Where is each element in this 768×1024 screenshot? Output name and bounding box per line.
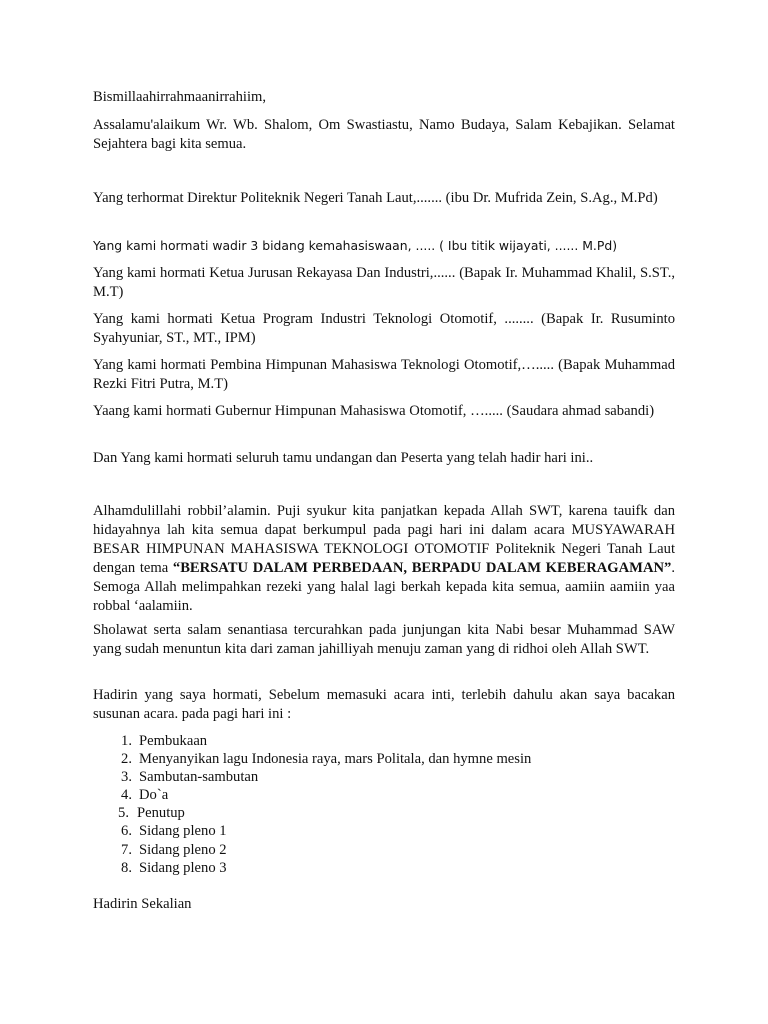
list-number: 6. bbox=[121, 823, 132, 840]
honorific-guests: Dan Yang kami hormati seluruh tamu undangan dan Peserta yang telah hadir hari ini.. bbox=[93, 450, 594, 466]
honorific-director: Yang terhormat Direktur Politeknik Negeri Tanah Laut,....... (ibu Dr. Mufrida Zein, S.Ag., M.Pd) bbox=[93, 190, 658, 206]
list-number: 7. bbox=[121, 841, 132, 858]
honorific-department-head: Yang kami hormati Ketua Jurusan Rekayasa Dan Industri,...... (Bapak Ir. Muhammad Khalil, S.ST., M.T) bbox=[93, 265, 675, 300]
greeting-line: Bismillaahirrahmaanirrahiim, bbox=[93, 89, 267, 105]
list-number: 2. bbox=[121, 751, 132, 768]
honorific-governor: Yaang kami hormati Gubernur Himpunan Mahasiswa Otomotif, …..... (Saudara ahmad sabandi) bbox=[93, 403, 655, 419]
honorific-wadir bbox=[93, 236, 675, 256]
list-item bbox=[93, 859, 653, 877]
opening-text-after: . Semoga Allah melimpahkan rezeki yang halal lagi berkah kepada kita semua, aamiin aamiin yaa robbal ‘aalamiin. bbox=[93, 560, 675, 614]
list-item bbox=[93, 768, 653, 786]
list-number: 1. bbox=[121, 733, 132, 749]
list-text: Sidang pleno 2 bbox=[139, 841, 227, 858]
list-item bbox=[93, 732, 653, 750]
agenda-list bbox=[93, 732, 653, 877]
list-text: Menyanyikan lagu Indonesia raya, mars Politala, dan hymne mesin bbox=[139, 751, 532, 768]
list-item bbox=[93, 841, 653, 859]
list-text: Pembukaan bbox=[139, 733, 208, 749]
sholawat-paragraph: Sholawat serta salam senantiasa tercurahkan pada junjungan kita Nabi besar Muhammad SAW yang sudah menuntun kita dari zaman jahilliyah menuju zaman yang di ridhoi oleh Allah SWT. bbox=[93, 622, 675, 657]
honorific-wadir-text: Yang kami hormati wadir 3 bidang kemahasiswaan, ..... ( Ibu titik wijayati, ...... M.Pd) bbox=[93, 238, 618, 253]
list-text: Sidang pleno 3 bbox=[139, 859, 227, 876]
honorific-advisor: Yang kami hormati Pembina Himpunan Mahasiswa Teknologi Otomotif,…..... (Bapak Muhammad Rezki Fitri Putra, M.T) bbox=[93, 357, 675, 392]
list-text: Sambutan-sambutan bbox=[139, 769, 259, 786]
event-theme: “BERSATU DALAM PERBEDAAN, BERPADU DALAM KEBERAGAMAN” bbox=[172, 560, 672, 576]
list-text: Penutup bbox=[137, 805, 185, 822]
opening-text-before: Alhamdulillahi robbil’alamin. Puji syukur kita panjatkan kepada Allah SWT, karena tauifk dan hidayahnya lah kita semua dapat berkumpul pada pagi hari ini dalam acara MUSYAWARAH BESAR HIMPUNAN MAHASISWA TEKNOLOGI OTOMOTIF Politeknik Negeri Tanah Laut dengan tema bbox=[93, 503, 675, 576]
list-item bbox=[93, 786, 653, 804]
honorific-program-head: Yang kami hormati Ketua Program Industri Teknologi Otomotif, ........ (Bapak Ir. Rusuminto Syahyuniar, ST., MT., IPM) bbox=[93, 311, 675, 346]
list-item bbox=[93, 750, 653, 768]
list-item bbox=[93, 822, 653, 840]
list-number: 5. bbox=[118, 805, 129, 822]
list-number: 8. bbox=[121, 859, 132, 876]
list-text: Sidang pleno 1 bbox=[139, 823, 227, 840]
list-item bbox=[93, 804, 653, 822]
opening-paragraph bbox=[93, 502, 675, 616]
salam-paragraph: Assalamu'alaikum Wr. Wb. Shalom, Om Swastiastu, Namo Budaya, Salam Kebajikan. Selamat Sejahtera bagi kita semua. bbox=[93, 117, 675, 152]
list-text: Do`a bbox=[139, 787, 169, 804]
list-number: 3. bbox=[121, 769, 132, 786]
agenda-intro: Hadirin yang saya hormati, Sebelum memasuki acara inti, terlebih dahulu akan saya bacakan susunan acara. pada pagi hari ini : bbox=[93, 687, 675, 722]
list-number: 4. bbox=[121, 787, 132, 804]
closing-line: Hadirin Sekalian bbox=[93, 896, 192, 912]
